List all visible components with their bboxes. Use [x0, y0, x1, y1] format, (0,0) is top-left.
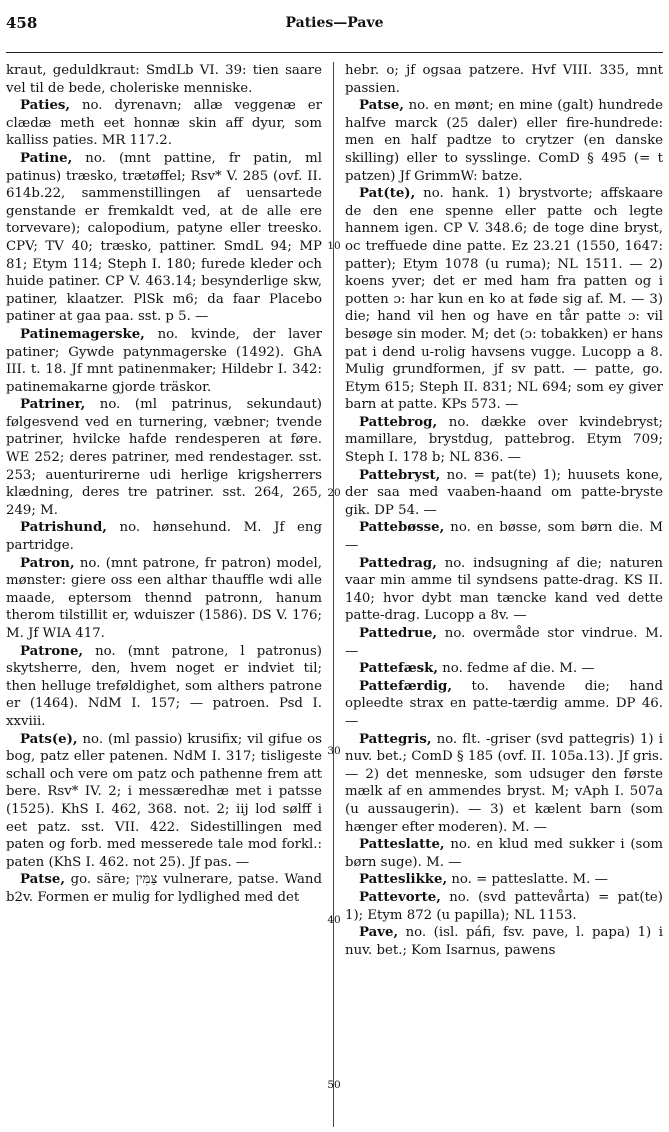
entry-text: go. säre; צַּמִּין vulnerare, patse. Wand b2v. Formen er mulig for lydlighed med det — [6, 872, 322, 905]
entry-text: no. = patteslatte. M. — — [447, 872, 608, 888]
dictionary-entry — [6, 97, 322, 150]
entry-headword: Pattefæsk, — [359, 661, 439, 677]
left-column — [6, 62, 322, 1130]
header-rule — [6, 52, 663, 53]
continued-text — [6, 62, 322, 97]
entry-headword: Patteslikke, — [359, 872, 448, 888]
entry-headword: Patron, — [20, 555, 75, 571]
line-number: 10 — [327, 240, 341, 252]
dictionary-entry — [6, 519, 322, 554]
entry-text: no. (mnt patrone, fr patron) model, mønster: giere oss een althar thauffle wdi alle maade, eptersom thennd patronn, hanum therom tilstillit er, wduiszer (1586). DS V. 176; M. Jf WIA 417. — [6, 555, 322, 641]
running-title: Paties—Pave — [285, 15, 384, 31]
entry-headword: Pattefærdig, — [359, 678, 452, 694]
entry-headword: Pattedrue, — [359, 626, 438, 641]
entry-text: no. indsugning af die; naturen vaar min amme til syndsens patte-drag. KS II. 140; hvor dybt man tæncke kand ved dette patte-drag. Lucopp a 8v. — — [345, 555, 663, 624]
entry-text: no. (isl. páfi, fsv. pave, l. papa) 1) i nuv. bet.; Kom Isarnus, pawens — [345, 925, 663, 958]
entry-text: kraut, geduldkraut: SmdLb VI. 39: tien saare vel til de bede, choleriske menniske. — [6, 63, 322, 96]
entry-headword: Patine, — [20, 150, 73, 166]
dictionary-entry — [345, 731, 663, 837]
dictionary-entry — [345, 678, 663, 731]
entry-text: no. = pat(te) 1); huusets kone, der saa med vaaben-haand om patte-bryste gik. DP 54. — — [345, 467, 663, 518]
entry-text: no. dække over kvindebryst; mamillare, brystdug, pattebrog. Etym 709; Steph I. 178 b; NL 836. — — [345, 414, 663, 466]
entry-headword: Patteslatte, — [359, 837, 445, 853]
dictionary-entry — [345, 660, 663, 678]
entry-headword: Pattedrag, — [359, 555, 437, 571]
entry-text: no. en klud med sukker i (som børn suge). M. — — [345, 837, 663, 870]
entry-headword: Patrone, — [20, 643, 84, 659]
entry-text: no. hønsehund. M. Jf eng partridge. — [6, 520, 322, 554]
entry-text: no. flt. -griser (svd pattegris) 1) i nuv. bet.; ComD § 185 (ovf. II. 105a.13). Jf gris. — 2) det menneske, som udsuger den første mælk af en ammendes bryst. M; vAph I. 507a (u aussaugerin). — 3) et kælent barn (som hænger efter moderen). M. — — [345, 731, 663, 835]
entry-headword: Patse, — [359, 98, 404, 114]
dictionary-entry — [6, 555, 322, 643]
entry-text: no. fedme af die. M. — — [438, 661, 595, 677]
entry-headword: Pattebøsse, — [359, 520, 445, 536]
dictionary-entry — [345, 924, 663, 959]
dictionary-entry — [345, 185, 663, 414]
right-column — [345, 62, 663, 1130]
entry-text: no. dyrenavn; allæ veggenæ er clædæ meth eet honnæ skin aff dyur, som kalliss paties. MR 117.2. — [6, 98, 322, 149]
dictionary-entry — [345, 555, 663, 625]
line-number: 40 — [327, 914, 341, 926]
entry-headword: Paties, — [20, 98, 71, 114]
entry-text: no. overmåde stor vindrue. M. — — [345, 626, 663, 659]
continued-text — [345, 62, 663, 97]
dictionary-entry — [345, 889, 663, 924]
dictionary-entry — [6, 396, 322, 519]
line-number: 30 — [327, 745, 341, 757]
dictionary-entry — [345, 519, 663, 554]
dictionary-entry — [6, 150, 322, 326]
page-number: 458 — [6, 14, 38, 32]
entry-headword: Patinemagerske, — [20, 326, 145, 342]
dictionary-entry — [6, 871, 322, 906]
dictionary-entry — [345, 414, 663, 467]
line-number: 50 — [327, 1079, 341, 1091]
entry-headword: Pave, — [359, 925, 399, 941]
column-divider — [333, 62, 334, 1127]
page-header — [6, 14, 663, 38]
entry-text: no. (mnt patrone, l patronus) skytsherre, den, hvem noget er indviet til; then helluge treføldighet, som althers patrone er (1464). NdM I. 157; — patroen. Psd I. xxviii. — [6, 643, 322, 729]
entry-text: no. en bøsse, som børn die. M — — [345, 520, 663, 554]
entry-text: to. havende die; hand opleedte strax en patte-tærdig amme. DP 46. — — [345, 678, 663, 729]
dictionary-entry — [6, 326, 322, 396]
entry-headword: Pattebrog, — [359, 414, 438, 430]
line-number: 20 — [327, 487, 341, 499]
entry-text: no. (ml passio) krusifix; vil gifue os bog, patz eller patenen. NdM I. 317; tisligeste schall och vere om patz och pathenne frem att bere. Rsv* IV. 2; i messæredhæ met i patsse (1525). KhS I. 462, 368. not. 2; iij lod sølff i eet patz. sst. VII. 422. Sidestillingen med paten og forb. med messerede tale mod forkl.: paten (KhS I. 462. not 25). Jf pas. — — [6, 731, 322, 870]
entry-text: no. en mønt; en mine (galt) hundrede halfve marck (25 daler) eller fire-hundrede: men en half padtze to crytzer (en danske skilling) eller to sysslinge. ComD § 495 (= t patzen) Jf GrimmW: batze. — [345, 98, 663, 184]
dictionary-entry — [6, 731, 322, 872]
entry-text: no. hank. 1) brystvorte; affskaare de den ene spenne eller patte och legte hannem igen. CP V. 348.6; de toge dine bryst, oc treffuede dine patte. Ez 23.21 (1550, 1647: patter); Etym 1078 (u ruma); NL 1511. — 2) koens yver; det er med ham fra patten og i potten ɔ: har kun en ko at føde sig af. M. — 3) die; hand vil hen og have en tår patte ɔ: vil besøge sin moder. M; det (ɔ: tobakken) er hans pat i dend u-rolig havsens vugge. Lucopp a 8. Mulig grundformen, jf sv patt. — patte, go. Etym 615; Steph II. 831; NL 694; som ey giver barn at patte. KPs 573. — — [345, 186, 663, 413]
dictionary-entry — [345, 871, 663, 889]
dictionary-entry — [345, 836, 663, 871]
entry-headword: Pat(te), — [359, 186, 416, 202]
entry-headword: Pattebryst, — [359, 467, 441, 483]
entry-headword: Pattegris, — [359, 731, 432, 747]
dictionary-entry — [345, 625, 663, 660]
entry-text: no. (mnt pattine, fr patin, ml patinus) træsko, trætøffel; Rsv* V. 285 (ovf. II. 614b.22, sammenstillingen af uensartede genstande er fremkaldt ved, at de alle ere torvevare); calopodium, patyne eller treesko. CPV; TV 40; træsko, pattiner. SmdL 94; MP 81; Etym 114; Steph I. 180; furede kleder och huide patiner. CP V. 463.14; besynderlige skw, patiner, klaatzer. PlSk m6; da faar Placebo patiner at gaa paa. sst. p 5. — — [6, 150, 322, 325]
dictionary-entry — [345, 467, 663, 520]
dictionary-entry — [6, 643, 322, 731]
entry-headword: Patrishund, — [20, 520, 107, 536]
entry-headword: Patse, — [20, 872, 65, 888]
entry-text: no. kvinde, der laver patiner; Gywde patynmagerske (1492). GhA III. t. 18. Jf mnt patinenmaker; Hildebr I. 342: patinemakarne gjorde träskor. — [6, 326, 322, 395]
entry-headword: Pats(e), — [20, 731, 78, 747]
entry-headword: Pattevorte, — [359, 889, 441, 905]
entry-text: no. (ml patrinus, sekundaut) følgesvend ved en turnering, væbner; tvende patriner, hvilcke hafde rendesperen at føre. WE 252; deres patriner, med rendestager. sst. 253; auenturirerne udi herlige krigsherrers klædning, deres tre patriner. sst. 264, 265, 249; M. — [6, 397, 322, 518]
entry-headword: Patriner, — [20, 397, 86, 413]
entry-text: hebr. o; jf ogsaa patzere. Hvf VIII. 335, mnt passien. — [345, 63, 663, 96]
dictionary-entry — [345, 97, 663, 185]
entry-text: no. (svd pattevårta) = pat(te) 1); Etym 872 (u papilla); NL 1153. — [345, 889, 663, 923]
